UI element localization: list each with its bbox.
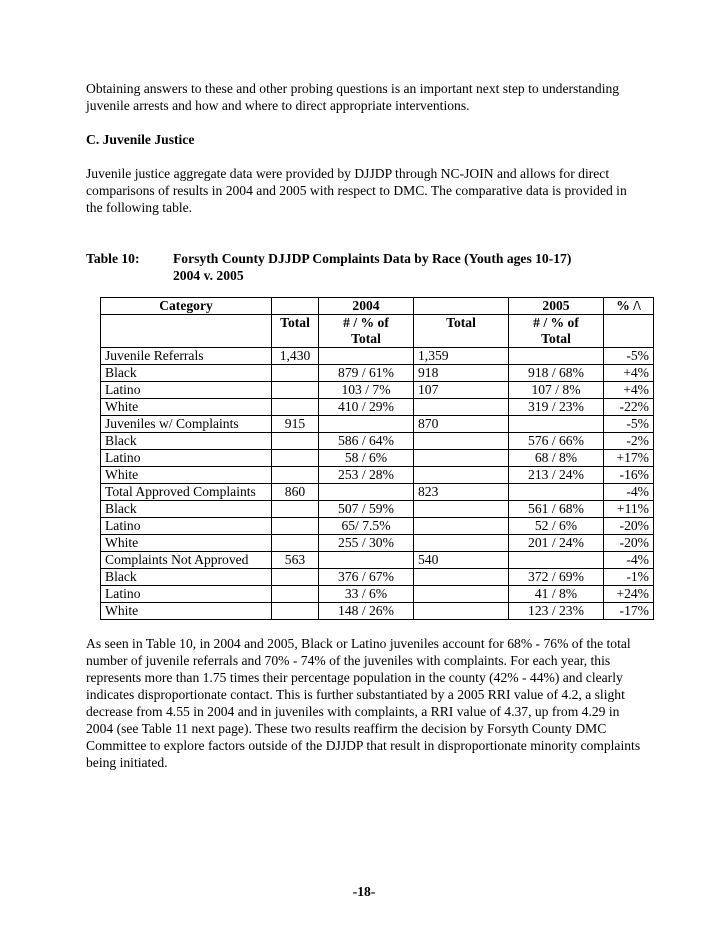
cell-2004-total: 915 xyxy=(272,416,319,433)
cell-2005-pct xyxy=(509,484,604,501)
table-row xyxy=(101,518,654,535)
cell-2005-total xyxy=(414,586,509,603)
cell-2004-total: 1,430 xyxy=(272,348,319,365)
cell-2004-pct xyxy=(319,416,414,433)
table-row xyxy=(101,501,654,518)
analysis-paragraph: As seen in Table 10, in 2004 and 2005, Black or Latino juveniles account for 68% - 76% of the total number of juvenile referrals and 70% - 74% of the juveniles with complaints. For each year, this represents more than 1.75 times their percentage population in the county (42% - 44%) and clearly indicates disproportionate contact. This is further substantiated by a 2005 RRI value of 4.2, a slight decrease from 4.55 in 2004 and in juveniles with complaints, a RRI value of 4.37, up from 4.29 in 2004 (see Table 11 next page). These two results reaffirm the decision by Forsyth County DMC Committee to explore factors outside of the DJJDP that result in disproportionate minority complaints being initiated. xyxy=(86,636,641,770)
cell-category: White xyxy=(101,399,272,416)
cell-2005-total: 870 xyxy=(414,416,509,433)
header-2005-total: Total xyxy=(414,315,509,348)
cell-category: Juveniles w/ Complaints xyxy=(101,416,272,433)
cell-pct-change: -16% xyxy=(604,467,654,484)
cell-2004-total: 563 xyxy=(272,552,319,569)
cell-2005-total: 823 xyxy=(414,484,509,501)
cell-pct-change: +17% xyxy=(604,450,654,467)
cell-pct-change: -5% xyxy=(604,348,654,365)
cell-pct-change: -20% xyxy=(604,518,654,535)
cell-pct-change: -4% xyxy=(604,552,654,569)
cell-pct-change: -22% xyxy=(604,399,654,416)
section-heading: C. Juvenile Justice xyxy=(86,132,195,147)
data-source-paragraph: Juvenile justice aggregate data were provided by DJJDP through NC-JOIN and allows for direct comparisons of results in 2004 and 2005 with respect to DMC. The comparative data is provided in the following table. xyxy=(86,166,627,215)
cell-category: Latino xyxy=(101,518,272,535)
cell-2004-pct xyxy=(319,484,414,501)
cell-2005-total xyxy=(414,569,509,586)
header-2005-blank-a xyxy=(414,298,509,315)
cell-pct-change: +11% xyxy=(604,501,654,518)
cell-2004-total xyxy=(272,467,319,484)
header-2004-pct-line2: Total xyxy=(351,331,381,346)
cell-2004-pct: 65/ 7.5% xyxy=(319,518,414,535)
table-row xyxy=(101,535,654,552)
cell-2005-pct: 213 / 24% xyxy=(509,467,604,484)
table-row xyxy=(101,467,654,484)
table-row xyxy=(101,433,654,450)
header-2004-pct-total xyxy=(319,315,414,348)
cell-2005-pct: 201 / 24% xyxy=(509,535,604,552)
intro-paragraph: Obtaining answers to these and other probing questions is an important next step to understanding juvenile arrests and how and where to direct appropriate interventions. xyxy=(86,81,620,113)
cell-2004-total xyxy=(272,450,319,467)
table-row xyxy=(101,603,654,620)
table-row xyxy=(101,416,654,433)
cell-2005-total: 107 xyxy=(414,382,509,399)
header-category-blank xyxy=(101,315,272,348)
cell-2005-total xyxy=(414,399,509,416)
cell-category: Total Approved Complaints xyxy=(101,484,272,501)
header-pct-change: % /\ xyxy=(604,298,654,315)
cell-2004-pct: 148 / 26% xyxy=(319,603,414,620)
cell-2005-total xyxy=(414,603,509,620)
cell-2004-total xyxy=(272,382,319,399)
cell-2005-pct xyxy=(509,416,604,433)
cell-2005-total: 918 xyxy=(414,365,509,382)
cell-2004-total xyxy=(272,535,319,552)
cell-category: Latino xyxy=(101,586,272,603)
cell-category: Black xyxy=(101,569,272,586)
cell-pct-change: -1% xyxy=(604,569,654,586)
cell-2004-total xyxy=(272,569,319,586)
cell-category: Black xyxy=(101,501,272,518)
cell-2005-pct: 372 / 69% xyxy=(509,569,604,586)
cell-category: Latino xyxy=(101,382,272,399)
cell-category: Latino xyxy=(101,450,272,467)
cell-category: White xyxy=(101,603,272,620)
cell-2005-pct: 41 / 8% xyxy=(509,586,604,603)
cell-category: White xyxy=(101,535,272,552)
cell-pct-change: +24% xyxy=(604,586,654,603)
cell-2004-pct: 103 / 7% xyxy=(319,382,414,399)
cell-2004-pct xyxy=(319,552,414,569)
cell-2005-total xyxy=(414,450,509,467)
table-label: Table 10: xyxy=(86,251,140,266)
cell-2005-total xyxy=(414,501,509,518)
cell-category: Black xyxy=(101,433,272,450)
table-title xyxy=(173,250,633,284)
cell-pct-change: +4% xyxy=(604,382,654,399)
header-2004-pct-line1: # / % of xyxy=(343,315,389,330)
table-title-line1: Forsyth County DJJDP Complaints Data by Race (Youth ages 10-17) xyxy=(173,251,572,266)
cell-2005-total xyxy=(414,433,509,450)
cell-pct-change: -17% xyxy=(604,603,654,620)
cell-2004-total xyxy=(272,399,319,416)
header-2004-blank-a xyxy=(272,298,319,315)
cell-pct-change: +4% xyxy=(604,365,654,382)
complaints-table xyxy=(100,297,654,620)
cell-2004-pct: 255 / 30% xyxy=(319,535,414,552)
header-2005-pct-line2: Total xyxy=(541,331,571,346)
cell-2004-total xyxy=(272,501,319,518)
cell-2005-pct xyxy=(509,552,604,569)
cell-2004-total xyxy=(272,433,319,450)
cell-category: Juvenile Referrals xyxy=(101,348,272,365)
cell-2004-total xyxy=(272,603,319,620)
cell-2004-pct: 58 / 6% xyxy=(319,450,414,467)
cell-2004-pct: 879 / 61% xyxy=(319,365,414,382)
cell-2005-pct: 68 / 8% xyxy=(509,450,604,467)
cell-2005-pct: 107 / 8% xyxy=(509,382,604,399)
table-row xyxy=(101,399,654,416)
cell-2005-total xyxy=(414,518,509,535)
cell-2005-total xyxy=(414,467,509,484)
cell-2005-pct: 52 / 6% xyxy=(509,518,604,535)
table-row xyxy=(101,552,654,569)
cell-pct-change: -4% xyxy=(604,484,654,501)
cell-2005-total: 540 xyxy=(414,552,509,569)
cell-category: White xyxy=(101,467,272,484)
page-number: -18- xyxy=(352,884,376,899)
cell-2004-total: 860 xyxy=(272,484,319,501)
table-row xyxy=(101,382,654,399)
cell-2004-pct: 253 / 28% xyxy=(319,467,414,484)
table-row xyxy=(101,484,654,501)
cell-2004-total xyxy=(272,365,319,382)
cell-2005-pct: 123 / 23% xyxy=(509,603,604,620)
table-row xyxy=(101,348,654,365)
table-row xyxy=(101,569,654,586)
table-row xyxy=(101,365,654,382)
table-header-row-2 xyxy=(101,315,654,348)
cell-2005-pct: 319 / 23% xyxy=(509,399,604,416)
cell-2005-pct: 576 / 66% xyxy=(509,433,604,450)
cell-2005-total xyxy=(414,535,509,552)
header-pct-blank xyxy=(604,315,654,348)
cell-pct-change: -20% xyxy=(604,535,654,552)
cell-category: Complaints Not Approved xyxy=(101,552,272,569)
cell-2004-pct: 33 / 6% xyxy=(319,586,414,603)
header-2004: 2004 xyxy=(319,298,414,315)
table-row xyxy=(101,450,654,467)
cell-2005-pct: 918 / 68% xyxy=(509,365,604,382)
cell-2004-pct: 507 / 59% xyxy=(319,501,414,518)
cell-2004-pct: 586 / 64% xyxy=(319,433,414,450)
cell-2005-pct xyxy=(509,348,604,365)
cell-2004-total xyxy=(272,586,319,603)
cell-2004-total xyxy=(272,518,319,535)
cell-2005-total: 1,359 xyxy=(414,348,509,365)
header-category: Category xyxy=(101,298,272,315)
table-title-line2: 2004 v. 2005 xyxy=(173,268,244,283)
cell-category: Black xyxy=(101,365,272,382)
header-2004-total: Total xyxy=(272,315,319,348)
header-2005-pct-total xyxy=(509,315,604,348)
cell-pct-change: -5% xyxy=(604,416,654,433)
header-2005-pct-line1: # / % of xyxy=(533,315,579,330)
cell-2004-pct xyxy=(319,348,414,365)
cell-pct-change: -2% xyxy=(604,433,654,450)
header-2005: 2005 xyxy=(509,298,604,315)
table-body xyxy=(101,348,654,620)
cell-2005-pct: 561 / 68% xyxy=(509,501,604,518)
cell-2004-pct: 410 / 29% xyxy=(319,399,414,416)
table-row xyxy=(101,586,654,603)
table-header-row-1 xyxy=(101,298,654,315)
cell-2004-pct: 376 / 67% xyxy=(319,569,414,586)
